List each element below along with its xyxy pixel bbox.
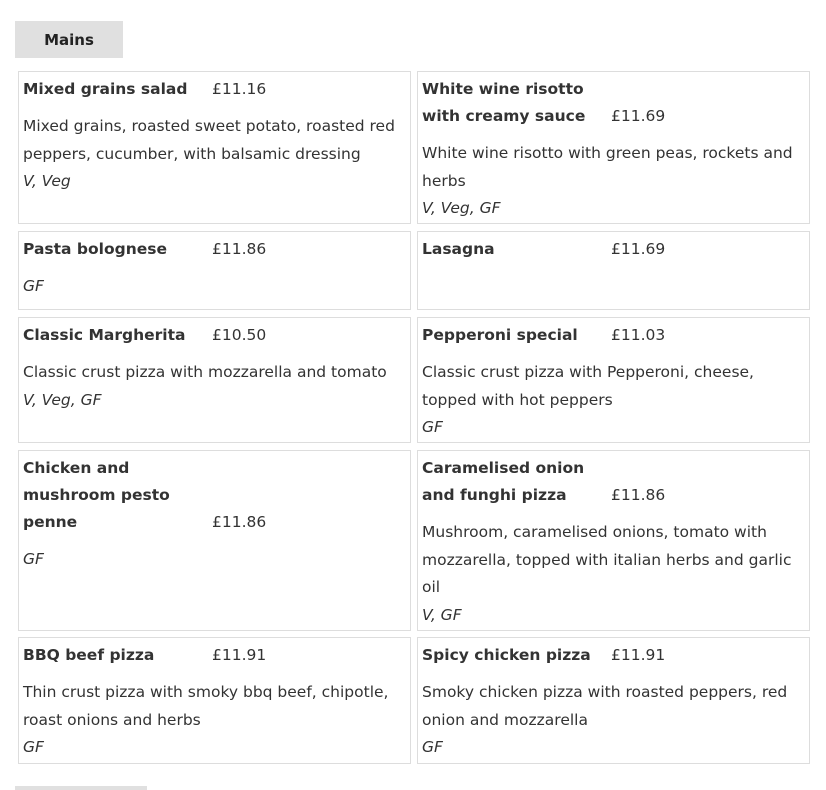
item-name: Pepperoni special	[422, 326, 578, 344]
item-name: Chicken and mushroom pesto penne	[23, 459, 170, 531]
item-price: £11.69	[611, 107, 666, 125]
item-description: Classic crust pizza with mozzarella and tomato	[23, 363, 387, 381]
item-description: Mixed grains, roasted sweet potato, roasted red peppers, cucumber, with balsamic dressing	[23, 117, 395, 163]
item-dietary-tags: V, Veg	[23, 172, 71, 190]
menu-item-card	[18, 231, 411, 310]
item-name: BBQ beef pizza	[23, 646, 155, 664]
item-price: £11.91	[212, 646, 267, 664]
item-price: £11.69	[611, 240, 666, 258]
menu-item-card	[417, 317, 810, 443]
item-description: Mushroom, caramelised onions, tomato with mozzarella, topped with italian herbs and garlic oil	[422, 523, 792, 596]
item-name: White wine risotto with creamy sauce	[422, 80, 586, 125]
item-price: £10.50	[212, 326, 267, 344]
item-dietary-tags: GF	[422, 738, 443, 756]
item-price: £11.03	[611, 326, 666, 344]
item-name: Pasta bolognese	[23, 240, 167, 258]
item-price: £11.86	[611, 486, 666, 504]
item-dietary-tags: V, GF	[422, 605, 462, 624]
menu-item-card	[417, 231, 810, 310]
item-description: White wine risotto with green peas, rockets and herbs	[422, 144, 793, 190]
item-name: Classic Margherita	[23, 326, 186, 344]
item-name: Lasagna	[422, 240, 495, 258]
menu-item-card	[18, 637, 411, 764]
item-name: Spicy chicken pizza	[422, 646, 591, 664]
tab-mains[interactable]: Mains	[15, 21, 123, 58]
item-price: £11.86	[212, 240, 267, 258]
menu-item-card	[417, 637, 810, 764]
item-price: £11.91	[611, 646, 666, 664]
item-dietary-tags: GF	[23, 550, 44, 568]
menu-item-card	[18, 450, 411, 631]
item-dietary-tags: V, Veg, GF	[23, 390, 102, 409]
menu-item-card	[18, 71, 411, 224]
menu-item-card	[417, 71, 810, 224]
item-price: £11.86	[212, 513, 267, 531]
item-dietary-tags: GF	[23, 738, 44, 756]
menu-item-card	[18, 317, 411, 443]
item-dietary-tags: V, Veg, GF	[422, 199, 501, 217]
menu-item-card	[417, 450, 810, 631]
item-name: Caramelised onion and funghi pizza	[422, 459, 585, 504]
item-description: Smoky chicken pizza with roasted peppers, red onion and mozzarella	[422, 683, 788, 729]
item-description: Thin crust pizza with smoky bbq beef, chipotle, roast onions and herbs	[23, 683, 389, 729]
item-price: £11.16	[212, 80, 267, 98]
item-dietary-tags: GF	[23, 277, 44, 295]
item-dietary-tags: GF	[422, 418, 443, 436]
next-section-tab[interactable]	[15, 786, 147, 790]
item-name: Mixed grains salad	[23, 80, 188, 98]
item-description: Classic crust pizza with Pepperoni, cheese, topped with hot peppers	[422, 363, 754, 409]
